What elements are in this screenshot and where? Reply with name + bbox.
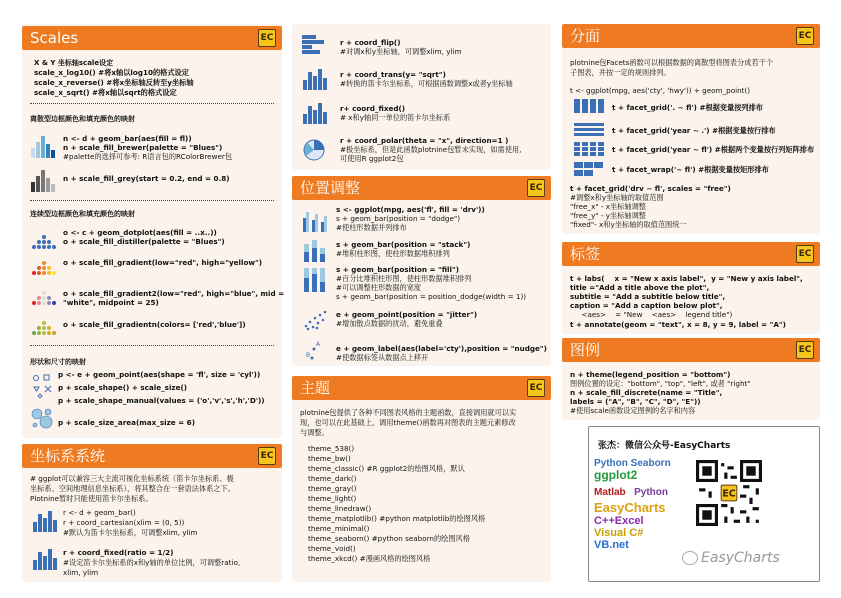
facet-grid-icon [574, 142, 604, 156]
dodge-bar-icon [302, 208, 328, 232]
facet-cols-icon [574, 99, 604, 113]
dotplot-blues-icon [30, 226, 56, 250]
theme-item: theme_void() [308, 544, 356, 553]
coord-header [22, 444, 282, 468]
flip-bar-icon [302, 34, 328, 58]
facet-more-3: "free_x" - x坐标轴调整 [570, 202, 646, 211]
coord-c2-line-1: r + coord_fixed(ratio = 1/2) [63, 548, 174, 557]
svg-text:EC: EC [722, 488, 736, 500]
theme-item: theme_xkcd() #漫画风格的绘图风格 [308, 554, 431, 563]
facet-rows-icon [574, 123, 604, 137]
theme-item: theme_dark() [308, 474, 357, 483]
labels-line: t + annotate(geom = "text", x = 8, y = 9, label = "A") [570, 320, 786, 329]
cloud-word: Visual C# [594, 527, 644, 539]
pos-p2-line-1: s + geom_bar(position = "stack") [336, 240, 471, 249]
facet-more-1: t + facet_grid('drv ~ fl', scales = "free") [570, 184, 731, 193]
facet-wrap-icon [574, 162, 604, 176]
fixed-line-2: # x和y轴同一单位的笛卡尔坐标系 [340, 113, 451, 122]
facet-more-5: "fixed"- x和y坐标轴的取值范围统一 [570, 220, 687, 229]
fixed-ratio-icon [32, 546, 58, 570]
labels-title: 标签 [570, 245, 601, 263]
xy-heading: X & Y 坐标轴scale设定 [34, 59, 114, 67]
theme-intro-2: 现，也可以在此基础上，调用theme()函数再对图表的主题元素修改 [300, 418, 516, 427]
grey-bar-icon [30, 168, 56, 192]
disc2-line: n + scale_fill_grey(start = 0.2, end = 0.8) [63, 174, 230, 183]
divider [30, 345, 274, 346]
cont1-line-2: o + scale_fill_distiller(palette = "Blues") [63, 237, 225, 246]
easycharts-logo-icon: EC [796, 341, 814, 359]
disc1-line-2: n + scale_fill_brewer(palette = "Blues") [63, 143, 223, 152]
polar-line-2: #极坐标系，但是此函数plotnine包暂未实现，如需使用, [340, 145, 522, 154]
labels-line: t + labs( x = "New x axis label", y = "New y axis label", [570, 274, 803, 283]
pos-p2-line-2: #堆积柱形图，使柱形数据堆积排列 [336, 249, 450, 258]
pos-p1-line-3: #使柱形数据并列排布 [336, 223, 407, 232]
disc1-line-3: #palette的选择可参考: R语言包的RColorBrewer包 [63, 152, 233, 161]
pos-p5-line-1: e + geom_label(aes(label='cty'),position = "nudge") [336, 344, 547, 353]
svg-text:B: B [306, 352, 311, 359]
facet-more-4: "free_y" - y坐标轴调整 [570, 211, 646, 220]
easycharts-logo-icon: EC [258, 29, 276, 47]
fill-bar-icon [302, 268, 328, 292]
legend-line: n + scale_fill_discrete(name = "Title", [570, 388, 723, 397]
shape-scatter-icon [30, 372, 56, 398]
theme-item: theme_bw() [308, 454, 351, 463]
divider [30, 103, 274, 104]
wechat-icon [682, 551, 698, 565]
qr-code [696, 460, 762, 526]
legend-line: labels = ("A", "B", "C", "D", "E")) [570, 397, 701, 406]
legend-line: #使用scale函数设定图例的名字和内容 [570, 406, 696, 415]
shape1-line-3: p + scale_shape_manual(values = ('o','v','s','h','D')) [58, 396, 265, 405]
labels-line: subtitle = "Add a subtitle below title", [570, 292, 726, 301]
cont2-line: o + scale_fill_gradient(low="red", high="yellow") [63, 258, 263, 267]
shape-heading: 形状和尺寸的映射 [30, 358, 86, 366]
divider [30, 200, 274, 201]
facet-f3: t + facet_grid('year ~ fl') #根据两个变量按行列矩阵排布 [612, 145, 815, 154]
discrete-heading: 离散型边框颜色和填充颜色的映射 [30, 115, 135, 123]
xy-line-3: scale_x_sqrt() #将x轴以sqrt的格式设定 [34, 88, 177, 97]
pos-p1-line-2: s + geom_bar(position = "dodge") [336, 214, 461, 223]
pos-p4-line-2: #增加散点数据的扰动，避免重叠 [336, 319, 443, 328]
dotplot-gradient2-icon [30, 282, 56, 306]
shape2-line: p + scale_size_area(max_size = 6) [58, 418, 195, 427]
coord-c1-line-3: #默认为笛卡尔坐标系，可调整xlim, ylim [63, 528, 198, 537]
theme-item: theme_matplotlib() #python matplotlib的绘图风格 [308, 514, 486, 523]
xy-line-2: scale_x_reverse() #将x坐标轴反转至y坐标轴 [34, 78, 194, 87]
theme-item: theme_538() [308, 444, 355, 453]
coord-c2-line-2: #设定笛卡尔坐标系的x和y轴的单位比例，可调整ratio, [63, 558, 241, 567]
facet-f2: t + facet_grid('year ~ .') #根据变量按行排布 [612, 126, 776, 135]
position-header [292, 176, 551, 200]
word-cloud [594, 458, 690, 562]
watermark-text: EasyCharts [701, 550, 780, 566]
facet-intro-2: 子图表，并按一定的规则排列。 [570, 68, 671, 77]
cloud-word: EasyCharts [594, 500, 666, 515]
easycharts-logo-icon: EC [527, 179, 545, 197]
shape1-line-1: p <- e + geom_point(aes(shape = 'fl', size = 'cyl')) [58, 370, 261, 379]
coord-c1-line-1: r <- d + geom_bar() [63, 508, 136, 517]
legend-header [562, 338, 820, 362]
cloud-word: Matlab [594, 487, 626, 498]
fixed-bar-icon [302, 100, 328, 124]
easycharts-logo-icon: EC [527, 379, 545, 397]
scales-title: Scales [30, 29, 79, 47]
label-nudge-icon [302, 338, 328, 362]
coord-c2-line-3: xlim, ylim [63, 568, 99, 577]
labels-line: title ="Add a title above the plot", [570, 283, 710, 292]
cloud-word: VB.net [594, 539, 629, 551]
cont4-line: o + scale_fill_gradientn(colors= ['red','blue']) [63, 320, 246, 329]
facet-more-2: #调整x和y坐标轴的取值范围 [570, 193, 664, 202]
facet-f1: t + facet_grid('. ~ fl') #根据变量按列排布 [612, 103, 763, 112]
disc1-line-1: n <- d + geom_bar(aes(fill = fl)) [63, 134, 192, 143]
dotplot-gradientn-icon [30, 312, 56, 336]
trans-line-1: r + coord_trans(y= "sqrt") [340, 70, 446, 79]
theme-item: theme_gray() [308, 484, 357, 493]
facet-header [562, 24, 820, 48]
labels-line: caption = "Add a caption below plot", [570, 301, 723, 310]
position-title: 位置调整 [300, 179, 361, 197]
cont3-line-2: "white", midpoint = 25) [63, 298, 159, 307]
theme-header [292, 376, 551, 400]
fixed-line-1: r+ coord_fixed() [340, 104, 406, 113]
cartesian-bar-icon [32, 508, 58, 532]
flip-line-1: r + coord_flip() [340, 38, 401, 47]
pos-p3-line-1: s + geom_bar(position = "fill") [336, 265, 460, 274]
facet-base: t <- ggplot(mpg, aes('cty', 'hwy')) + geom_point() [570, 86, 751, 95]
facet-title: 分面 [570, 27, 601, 45]
legend-line: n + theme(legend_position = "bottom") [570, 370, 731, 379]
easycharts-logo-icon: EC [796, 245, 814, 263]
easycharts-logo-icon: EC [258, 447, 276, 465]
cloud-word: Python [634, 487, 669, 498]
jitter-icon [302, 308, 328, 332]
cloud-word: C++Excel [594, 515, 644, 527]
blues-bar-icon [30, 134, 56, 158]
labels-header [562, 242, 820, 266]
legend-title: 图例 [570, 341, 601, 359]
theme-item: theme_seaborn() #python seaborn的绘图风格 [308, 534, 470, 543]
theme-title: 主题 [300, 379, 331, 397]
theme-item: theme_linedraw() [308, 504, 372, 513]
coord-intro-1: # ggplot可以兼容三大主流可视化坐标系统（笛卡尔坐标系、极 [30, 474, 234, 483]
labels-line: <aes> = "New <aes> legend title") [570, 310, 733, 319]
trans-bar-icon [302, 66, 328, 90]
shape1-line-2: p + scale_shape() + scale_size() [58, 383, 188, 392]
cloud-word: Python Seaborn [594, 458, 671, 469]
trans-line-2: #转换的笛卡尔坐标系，可根据函数调整x或者y坐标轴 [340, 79, 513, 88]
facet-f4: t + facet_wrap('~ fl') #根据变量按矩形排布 [612, 165, 769, 174]
wechat-watermark [682, 550, 780, 566]
pos-p3-line-2: #百分比堆积柱形图，使柱形数据堆积排列 [336, 274, 472, 283]
coord-intro-2: 坐标系、空间地理信息坐标系），将其整合在一套语法体系之下。 [30, 484, 235, 493]
legend-line: 图例位置的设定："bottom", "top", "left", 或者 "right" [570, 379, 751, 388]
theme-item: theme_classic() #R ggplot2的绘图风格，默认 [308, 464, 465, 473]
continuous-heading: 连续型边框颜色和填充颜色的映射 [30, 210, 135, 218]
polar-line-1: r + coord_polar(theta = "x", direction=1 ) [340, 136, 509, 145]
theme-intro-3: 与调整。 [300, 428, 329, 437]
xy-line-1: scale_x_log10() #将x轴以log10的格式设定 [34, 68, 189, 77]
cont1-line-1: o <- c + geom_dotplot(aes(fill = ..x..)) [63, 228, 217, 237]
theme-item: theme_light() [308, 494, 357, 503]
pos-p3-line-4: s + geom_bar(position = position_dodge(width = 1)) [336, 292, 527, 301]
theme-intro-1: plotnine包提供了各种不同图表风格的主题函数，直接调用就可以实 [300, 408, 517, 417]
author-line: 张杰：微信公众号-EasyCharts [598, 441, 731, 451]
cloud-word: ggplot2 [594, 468, 638, 482]
polar-icon [302, 138, 328, 162]
cont3-line-1: o + scale_fill_gradient2(low="red", high="blue", mid = [63, 289, 285, 298]
stack-bar-icon [302, 238, 328, 262]
size-bubble-icon [30, 406, 56, 430]
coord-title: 坐标系系统 [30, 447, 106, 465]
pos-p4-line-1: e + geom_point(position = "jitter") [336, 310, 478, 319]
pos-p5-line-2: #使数据标签从数据点上移开 [336, 353, 429, 362]
pos-p3-line-3: #可以调整柱形数据的宽度 [336, 283, 422, 292]
coord-c1-line-2: r + coord_cartesian(xlim = (0, 5)) [63, 518, 185, 527]
polar-line-3: 可使用R ggplot2包 [340, 154, 404, 163]
svg-text:A: A [316, 341, 321, 348]
dotplot-gradient-icon [30, 252, 56, 276]
flip-line-2: #对调x和y坐标轴，可调整xlim, ylim [340, 47, 462, 56]
theme-item: theme_minimal() [308, 524, 370, 533]
scales-header [22, 26, 282, 50]
coord-intro-3: Plotnine暂时只能使用笛卡尔坐标系。 [30, 494, 153, 503]
easycharts-logo-icon: EC [796, 27, 814, 45]
facet-intro-1: plotnine包Facets函数可以根据数据的离散型将图表分成若干个 [570, 58, 774, 67]
pos-p1-line-1: s <- ggplot(mpg, aes('fl', fill = 'drv')) [336, 205, 485, 214]
